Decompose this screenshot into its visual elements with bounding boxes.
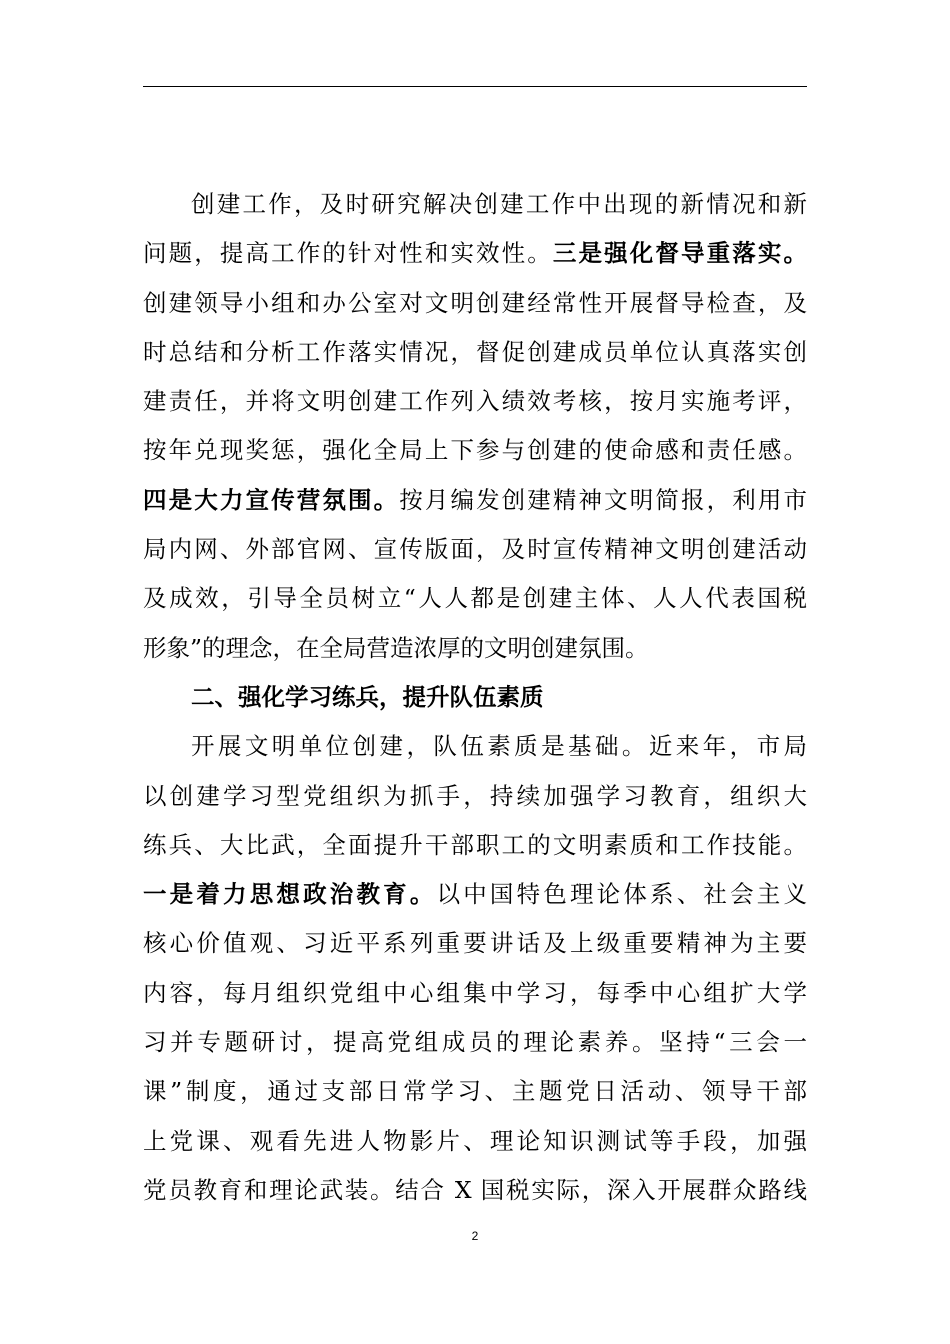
text-segment: 课”制度，通过支部日常学习、主题党日活动、领导干部 — [143, 1077, 807, 1106]
text-line — [143, 969, 807, 1018]
text-segment: 开展文明单位创建，队伍素质是基础。近来年，市局 — [191, 732, 807, 761]
text-segment: 以中国特色理论体系、社会主义 — [436, 880, 807, 909]
page-number: 2 — [471, 1229, 479, 1243]
text-segment: 党员教育和理论武装。结合 X 国税实际，深入开展群众路线 — [143, 1175, 807, 1204]
text-line — [143, 772, 807, 821]
text-segment: 习并专题研讨，提高党组成员的理论素养。坚持“三会一 — [143, 1028, 807, 1057]
text-line — [143, 525, 807, 574]
text-line — [143, 426, 807, 475]
section-heading — [143, 673, 807, 722]
text-segment: 问题，提高工作的针对性和实效性。 — [143, 239, 553, 268]
bold-phrase: 一是着力思想政治教育。 — [143, 880, 437, 909]
text-line — [143, 328, 807, 377]
text-segment: 以创建学习型党组织为抓手，持续加强学习教育，组织大 — [143, 781, 807, 810]
text-line — [143, 279, 807, 328]
text-line — [143, 180, 807, 229]
text-segment: 上党课、观看先进人物影片、理论知识测试等手段，加强 — [143, 1126, 807, 1155]
header-rule — [143, 86, 807, 87]
text-segment: 建责任，并将文明创建工作列入绩效考核，按月实施考评， — [143, 387, 807, 416]
text-line — [143, 1018, 807, 1067]
text-segment: 练兵、大比武，全面提升干部职工的文明素质和工作技能。 — [143, 830, 807, 859]
text-segment: 形象”的理念，在全局营造浓厚的文明创建氛围。 — [143, 633, 649, 662]
text-segment: 按月编发创建精神文明简报，利用市 — [399, 485, 807, 514]
text-line — [143, 1117, 807, 1166]
text-line — [143, 1166, 807, 1215]
text-line — [143, 1067, 807, 1116]
text-line — [143, 821, 807, 870]
text-line — [143, 919, 807, 968]
text-segment: 核心价值观、习近平系列重要讲话及上级重要精神为主要 — [143, 929, 807, 958]
bold-phrase: 四是大力宣传营氛围。 — [143, 485, 400, 514]
text-segment: 及成效，引导全员树立“人人都是创建主体、人人代表国税 — [143, 584, 807, 613]
text-line — [143, 574, 807, 623]
text-segment: 按年兑现奖惩，强化全局上下参与创建的使命感和责任感。 — [143, 436, 807, 465]
text-segment: 创建工作，及时研究解决创建工作中出现的新情况和新 — [191, 190, 807, 218]
text-line — [143, 229, 807, 278]
body-text — [143, 180, 807, 1215]
text-line — [143, 722, 807, 771]
text-segment: 内容，每月组织党组中心组集中学习，每季中心组扩大学 — [143, 978, 807, 1007]
bold-phrase: 三是强化督导重落实。 — [552, 239, 807, 268]
text-line — [143, 377, 807, 426]
text-line — [143, 476, 807, 525]
text-segment: 时总结和分析工作落实情况，督促创建成员单位认真落实创 — [143, 337, 807, 366]
text-line — [143, 624, 807, 673]
text-line — [143, 870, 807, 919]
text-segment: 局内网、外部官网、宣传版面，及时宣传精神文明创建活动 — [143, 535, 807, 564]
bold-phrase: 二、强化学习练兵，提升队伍素质 — [191, 682, 544, 711]
text-segment: 创建领导小组和办公室对文明创建经常性开展督导检查，及 — [143, 288, 807, 317]
